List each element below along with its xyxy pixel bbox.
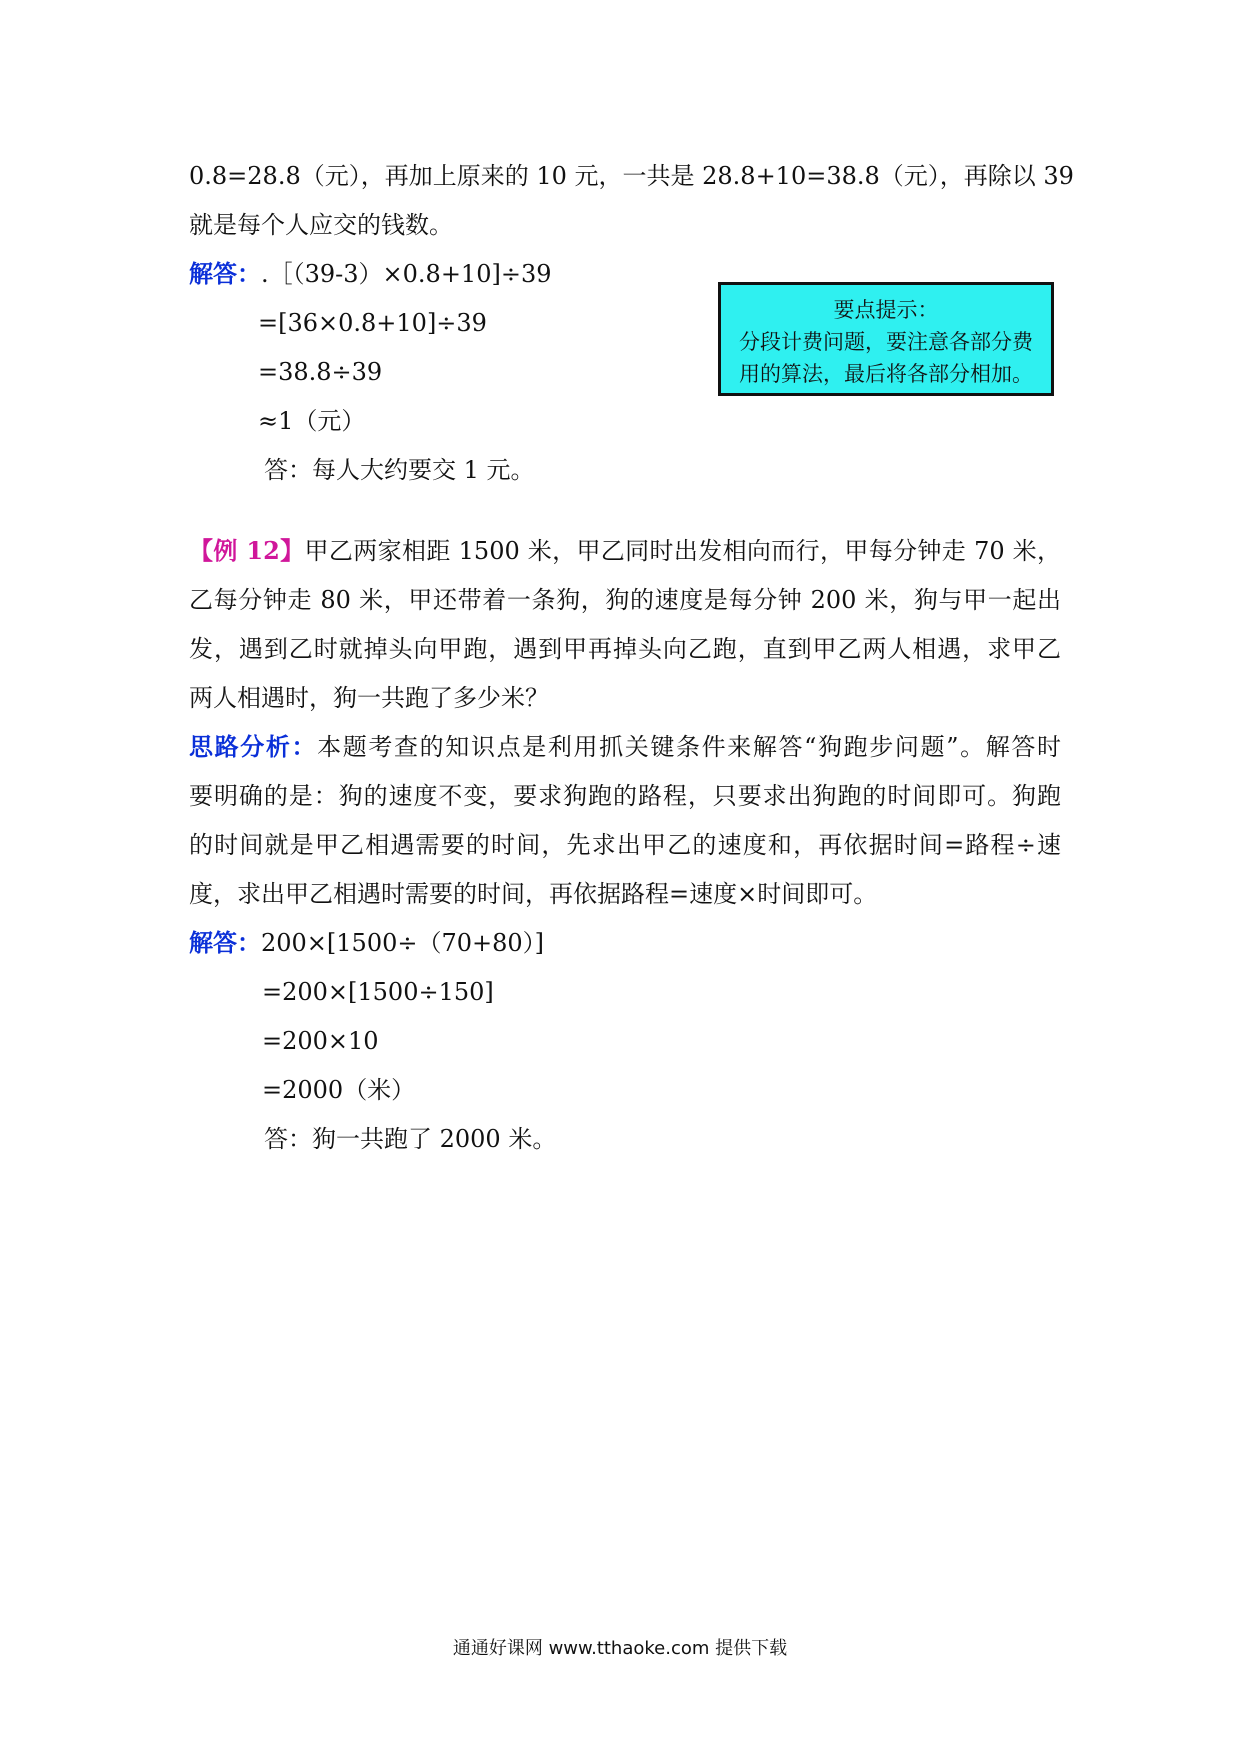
solution2-step: 200×[1500÷（70+80）] — [261, 929, 545, 957]
analysis-label: 思路分析： — [189, 732, 318, 761]
solution1-row-1 — [189, 259, 551, 289]
example12-label: 【例 12】 — [189, 536, 305, 565]
solution1-step: =38.8÷39 — [258, 358, 383, 386]
solution1-label: 解答： — [189, 259, 261, 288]
solution2-row-1 — [189, 928, 544, 958]
example12-text: 乙每分钟走 80 米，甲还带着一条狗，狗的速度是每分钟 200 米，狗与甲一起出 — [189, 586, 1061, 614]
solution1-step: ≈1（元） — [258, 407, 366, 435]
tip-line: 分段计费问题，要注意各部分费 — [739, 330, 1033, 354]
example12-text: 两人相遇时，狗一共跑了多少米？ — [189, 684, 549, 712]
solution2-step: =200×10 — [262, 1027, 379, 1055]
analysis-text: 度，求出甲乙相遇时需要的时间，再依据路程=速度×时间即可。 — [189, 880, 878, 908]
tip-title: 要点提示： — [833, 298, 939, 322]
analysis-text: 本题考查的知识点是利用抓关键条件来解答“狗跑步问题”。解答时 — [317, 733, 1061, 761]
analysis-text: 要明确的是：狗的速度不变，要求狗跑的路程，只要求出狗跑的时间即可。狗跑 — [189, 782, 1061, 810]
intro-line-2: 就是每个人应交的钱数。 — [189, 211, 453, 239]
example12-text: 甲乙两家相距 1500 米，甲乙同时出发相向而行，甲每分钟走 70 米， — [304, 537, 1061, 565]
analysis-text: 的时间就是甲乙相遇需要的时间，先求出甲乙的速度和，再依据时间=路程÷速 — [189, 831, 1061, 859]
solution1-step: .［（39-3）×0.8+10]÷39 — [261, 260, 552, 288]
solution2-label: 解答： — [189, 928, 261, 957]
analysis-row-1 — [189, 732, 1061, 762]
key-point-tip-box — [718, 282, 1054, 396]
solution2-answer: 答：狗一共跑了 2000 米。 — [264, 1125, 557, 1153]
solution2-step: =2000（米） — [262, 1076, 416, 1104]
footer-credit: 通通好课网 www.tthaoke.com 提供下载 — [452, 1638, 788, 1659]
tip-line: 用的算法，最后将各部分相加。 — [739, 362, 1033, 386]
solution1-answer: 答：每人大约要交 1 元。 — [264, 456, 535, 484]
solution2-step: =200×[1500÷150] — [262, 978, 494, 1006]
intro-line-1: 0.8=28.8（元），再加上原来的 10 元，一共是 28.8+10=38.8（元），再除以 39 — [189, 162, 1074, 190]
example12-text: 发，遇到乙时就掉头向甲跑，遇到甲再掉头向乙跑，直到甲乙两人相遇，求甲乙 — [189, 635, 1061, 663]
solution1-step: =[36×0.8+10]÷39 — [258, 309, 487, 337]
example12-row-1 — [189, 536, 1061, 566]
